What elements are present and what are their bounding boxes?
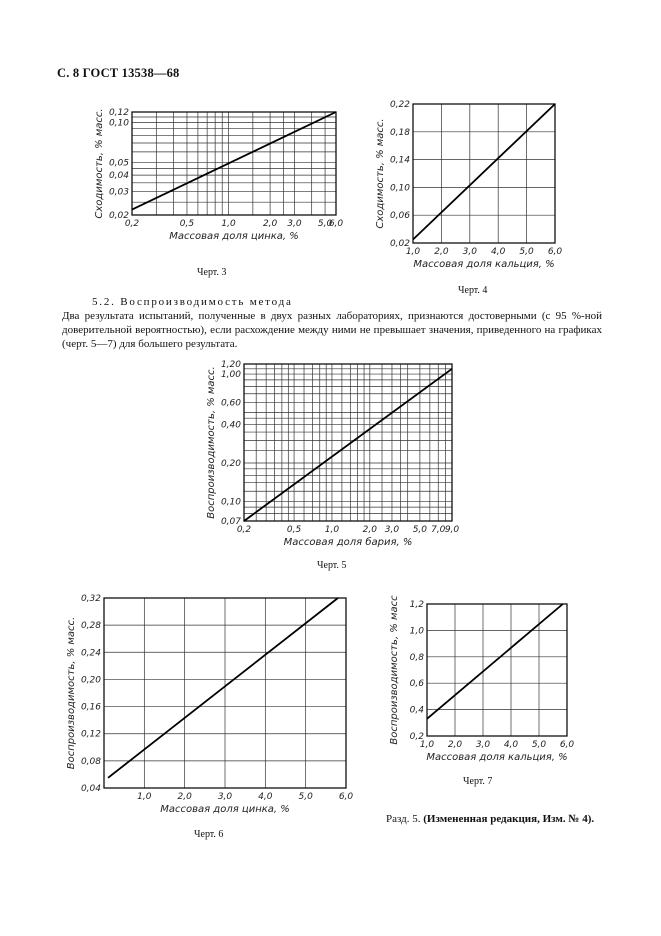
x-axis-label: Массовая доля цинка, % <box>160 804 290 815</box>
y-tick-label: 0,12 <box>80 729 101 740</box>
y-tick-label: 1,00 <box>220 370 241 381</box>
x-tick-label: 1,0 <box>221 219 236 229</box>
y-tick-label: 0,16 <box>80 702 101 713</box>
y-tick-label: 0,02 <box>389 239 410 249</box>
y-tick-label: 0,03 <box>108 187 129 198</box>
x-tick-label: 0,2 <box>236 525 252 535</box>
y-tick-label: 0,12 <box>108 108 129 118</box>
x-tick-label: 7,0 <box>431 525 446 535</box>
y-axis-label: Воспроизводимость, % масс. <box>66 616 77 770</box>
x-tick-label: 2,0 <box>434 247 449 257</box>
x-tick-label: 0,2 <box>124 219 140 229</box>
y-tick-label: 0,06 <box>389 211 410 222</box>
x-tick-label: 2,0 <box>447 740 463 750</box>
x-tick-label: 4,0 <box>503 740 519 750</box>
x-tick-label: 6,0 <box>547 247 563 257</box>
y-tick-label: 0,6 <box>409 679 424 690</box>
x-tick-label: 4,0 <box>491 247 506 257</box>
y-axis-label: Воспроизводимость, % масс. <box>206 366 217 519</box>
y-tick-label: 1,2 <box>409 600 424 610</box>
series-line <box>132 112 336 210</box>
y-tick-label: 0,20 <box>220 458 241 469</box>
x-tick-label: 1,0 <box>405 247 421 257</box>
amendment-bold: (Измененная редакция, Изм. № 4). <box>423 813 595 825</box>
chart-4 <box>370 96 590 281</box>
y-tick-label: 0,28 <box>80 621 101 632</box>
y-axis-label: Воспроизводимость, % масс <box>389 595 400 745</box>
x-tick-label: 6,0 <box>338 792 354 802</box>
y-tick-label: 0,14 <box>389 155 410 166</box>
x-tick-label: 3,0 <box>462 247 477 257</box>
x-tick-label: 5,0 <box>298 792 313 802</box>
x-tick-label: 1,0 <box>419 740 435 750</box>
x-tick-label: 2,0 <box>177 792 192 802</box>
y-tick-label: 0,60 <box>220 398 241 409</box>
caption-chart-4: Черт. 4 <box>458 285 488 296</box>
grid <box>427 604 567 736</box>
x-tick-label: 1,0 <box>137 792 152 802</box>
x-tick-label: 6,0 <box>328 219 344 229</box>
y-axis-label: Сходимость, % масс. <box>94 108 105 219</box>
y-tick-label: 0,04 <box>80 784 101 794</box>
page-header: С. 8 ГОСТ 13538—68 <box>57 66 180 80</box>
chart-3 <box>62 100 362 280</box>
y-tick-label: 0,22 <box>389 100 410 110</box>
x-tick-label: 3,0 <box>384 525 400 535</box>
x-tick-label: 0,5 <box>286 525 302 535</box>
y-tick-label: 0,18 <box>389 127 410 138</box>
amendment-note <box>386 812 601 826</box>
chart-6 <box>62 590 362 825</box>
x-tick-label: 2,0 <box>262 219 278 229</box>
y-tick-label: 0,08 <box>80 756 101 767</box>
y-tick-label: 0,07 <box>220 517 241 527</box>
y-tick-label: 0,40 <box>220 420 241 431</box>
y-tick-label: 0,05 <box>108 158 129 169</box>
x-tick-label: 6,0 <box>559 740 575 750</box>
y-tick-label: 1,20 <box>220 360 241 370</box>
y-tick-label: 0,8 <box>409 652 424 663</box>
series-line <box>413 104 555 240</box>
x-tick-label: 4,0 <box>258 792 273 802</box>
y-tick-label: 0,4 <box>409 705 424 716</box>
x-tick-label: 5,0 <box>412 525 428 535</box>
x-tick-label: 5,0 <box>519 247 534 257</box>
y-tick-label: 0,20 <box>80 675 101 686</box>
y-tick-label: 0,10 <box>220 497 241 508</box>
plot-frame <box>427 604 567 736</box>
section-paragraph: Два результата испытаний, полученные в двух разных лабораториях, признаются достоверными (с 95 %-ной доверительной вероятностью), если расхождение между ними не превышает значения, приведенного на графиках (черт. 5—7) для большего результата. <box>62 310 602 350</box>
section-heading: 5.2. Воспроизводимость метода <box>92 296 293 308</box>
amendment-prefix: Разд. 5. <box>386 813 421 825</box>
y-tick-label: 0,32 <box>80 594 101 604</box>
grid <box>104 598 346 788</box>
y-tick-label: 0,24 <box>80 648 101 659</box>
y-tick-label: 0,10 <box>389 183 410 194</box>
y-tick-label: 0,02 <box>108 211 129 221</box>
x-tick-label: 5,0 <box>317 219 333 229</box>
caption-chart-7: Черт. 7 <box>463 776 493 787</box>
x-tick-label: 1,0 <box>324 525 340 535</box>
x-axis-label: Массовая доля кальция, % <box>413 259 555 270</box>
caption-chart-5: Черт. 5 <box>317 560 347 571</box>
x-tick-label: 0,5 <box>179 219 195 229</box>
x-tick-label: 9,0 <box>444 525 460 535</box>
y-tick-label: 0,2 <box>409 732 424 742</box>
x-axis-label: Массовая доля кальция, % <box>426 752 568 763</box>
y-tick-label: 0,04 <box>108 171 129 182</box>
x-tick-label: 3,0 <box>217 792 233 802</box>
y-tick-label: 0,10 <box>108 118 129 129</box>
chart-7 <box>382 592 592 767</box>
x-tick-label: 2,0 <box>362 525 377 535</box>
x-tick-label: 5,0 <box>531 740 547 750</box>
series-line <box>244 369 452 521</box>
y-axis-label: Сходимость, % масс. <box>375 118 386 229</box>
caption-chart-3: Черт. 3 <box>197 267 227 278</box>
caption-chart-6: Черт. 6 <box>194 829 224 840</box>
x-axis-label: Массовая доля бария, % <box>283 537 413 548</box>
y-tick-label: 1,0 <box>409 626 424 637</box>
x-axis-label: Массовая доля цинка, % <box>169 231 299 242</box>
x-tick-label: 3,0 <box>475 740 491 750</box>
series-line <box>427 604 563 719</box>
chart-5 <box>198 352 473 557</box>
x-tick-label: 3,0 <box>287 219 302 229</box>
